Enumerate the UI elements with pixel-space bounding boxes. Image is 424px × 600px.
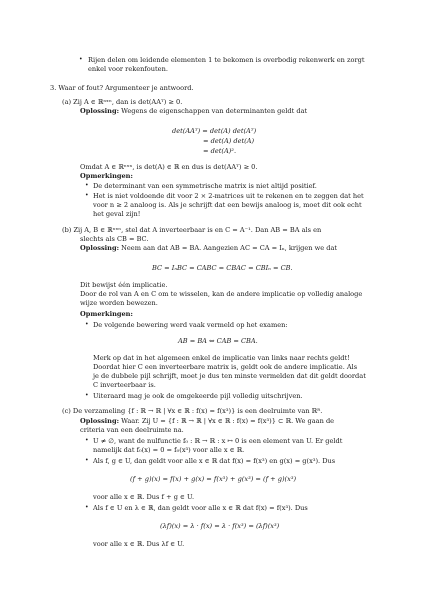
text-line: Dit bewijst één implicatie.: [80, 281, 168, 289]
equation-line: AB = BA ⇔ CAB = CBA.: [178, 337, 258, 345]
bullet-dot: •: [85, 192, 89, 199]
question-heading: 3. Waar of fout? Argumenteer je antwoord.: [50, 84, 194, 92]
solution-label: Oplossing:: [80, 417, 120, 425]
item-c-statement: (c) De verzameling {f : ℝ → ℝ | ∀x ∈ ℝ : f(x) = f(x³)} is een deelruimte van ℝᴿ.: [62, 407, 323, 415]
remarks-heading: Opmerkingen:: [80, 310, 133, 318]
bullet-dot: •: [85, 182, 89, 189]
equation-line: (λf)(x) = λ · f(x) = λ · f(x³) = (λf)(x³): [160, 522, 280, 530]
solution-label: Oplossing:: [80, 244, 120, 252]
text-line: De volgende bewering werd vaak vermeld op het examen:: [93, 321, 288, 329]
text-line: Door de rol van A en C om te wisselen, kan de andere implicatie op volledig analoge: [80, 290, 363, 298]
solution-text: Waar. Zij U = {f : ℝ → ℝ | ∀x ∈ ℝ : f(x) = f(x³)} ⊂ ℝ. We gaan de: [121, 417, 335, 425]
text-line: wijze worden bewezen.: [80, 299, 158, 307]
equation-line: (f + g)(x) = f(x) + g(x) = f(x³) + g(x³) = (f + g)(x³): [130, 475, 297, 483]
text-line: enkel voor rekenfouten.: [88, 65, 168, 73]
text-line: voor alle x ∈ ℝ. Dus λf ∈ U.: [93, 540, 185, 548]
bullet-dot: •: [85, 392, 89, 399]
text-line: Als f ∈ U en λ ∈ ℝ, dan geldt voor alle x ∈ ℝ dat f(x) = f(x³). Dus: [93, 504, 308, 512]
text-line: je de dubbele pijl schrijft, moet je dus ten minste vermelden dat dit geldt doordat: [93, 372, 366, 380]
bullet-dot: •: [85, 504, 89, 511]
text-line: voor alle x ∈ ℝ. Dus f + g ∈ U.: [93, 493, 195, 501]
text-line: Merk op dat in het algemeen enkel de implicatie van links naar rechts geldt!: [93, 354, 350, 362]
bullet-dot: •: [79, 56, 83, 63]
text-line: C inverteerbaar is.: [93, 381, 156, 389]
equation-line: det(AAᵀ) = det(A) det(Aᵀ): [172, 127, 257, 135]
item-b-solution: [80, 244, 337, 252]
text-line: Het is niet voldoende dit voor 2 × 2-matrices uit te rekenen en te zeggen dat het: [93, 192, 364, 200]
text-line: slechts als CB = BC.: [80, 235, 149, 243]
text-line: Als f, g ∈ U, dan geldt voor alle x ∈ ℝ dat f(x) = f(x³) en g(x) = g(x³). Dus: [93, 457, 336, 465]
equation-line: BC = IₙBC = CABC = CBAC = CBIₙ = CB.: [152, 264, 293, 272]
text-line: U ≠ ∅, want de nulfunctie f₀ : ℝ → ℝ : x ↦ 0 is een element van U. Er geldt: [93, 437, 343, 445]
solution-text: Wegens de eigenschappen van determinanten geldt dat: [121, 107, 308, 115]
text-line: criteria van een deelruimte na.: [80, 426, 184, 434]
text-line: het geval zijn!: [93, 210, 141, 218]
bullet-dot: •: [85, 437, 89, 444]
text-line: Doordat hier C een inverteerbare matrix is, geldt ook de andere implicatie. Als: [93, 363, 358, 371]
text-line: Rijen delen om leidende elementen 1 te bekomen is overbodig rekenwerk en zorgt: [88, 56, 365, 64]
text-line: Uiteraard mag je ook de omgekeerde pijl volledig uitschrijven.: [93, 392, 303, 400]
remarks-heading: Opmerkingen:: [80, 172, 133, 180]
text-line: De determinant van een symmetrische matrix is niet altijd positief.: [93, 182, 317, 190]
item-c-solution: [80, 417, 334, 425]
bullet-dot: •: [85, 457, 89, 464]
solution-label: Oplossing:: [80, 107, 120, 115]
text-line: namelijk dat f₀(x) = 0 = f₀(x³) voor alle x ∈ ℝ.: [93, 446, 245, 454]
equation-line: = det(A)².: [203, 147, 237, 155]
equation-line: = det(A) det(A): [203, 137, 255, 145]
item-a-solution: [80, 107, 307, 115]
bullet-dot: •: [85, 321, 89, 328]
item-b-statement: (b) Zij A, B ∈ ℝⁿˣⁿ, stel dat A inverteerbaar is en C = A⁻¹. Dan AB = BA als en: [62, 226, 322, 234]
text-line: Omdat A ∈ ℝⁿˣⁿ, is det(A) ∈ ℝ en dus is det(AAᵀ) ≥ 0.: [80, 163, 258, 171]
text-line: voor n ≥ 2 analoog is. Als je schrijft dat een bewijs analoog is, moet dit ook echt: [93, 201, 362, 209]
solution-text: Neem aan dat AB = BA. Aangezien AC = CA = Iₙ, krijgen we dat: [121, 244, 338, 252]
item-a-statement: (a) Zij A ∈ ℝⁿˣⁿ, dan is det(AAᵀ) ≥ 0.: [62, 98, 183, 106]
